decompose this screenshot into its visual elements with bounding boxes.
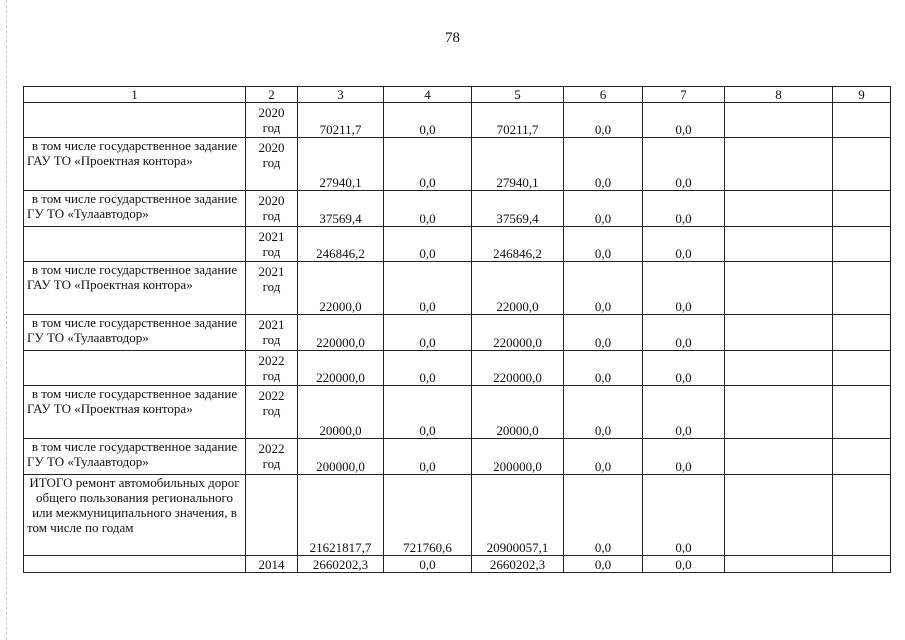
cell-federal: 0,0 (384, 227, 472, 262)
row-year: 2021 год (246, 262, 298, 315)
column-header: 2 (246, 87, 298, 103)
cell-regional: 246846,2 (472, 227, 564, 262)
column-header: 3 (298, 87, 384, 103)
cell-col9 (833, 475, 891, 556)
table-row (24, 439, 891, 475)
row-year (246, 475, 298, 556)
cell-other: 0,0 (643, 262, 725, 315)
cell-col8 (725, 386, 833, 439)
cell-local: 0,0 (564, 138, 643, 191)
cell-local: 0,0 (564, 262, 643, 315)
column-header: 6 (564, 87, 643, 103)
cell-regional: 27940,1 (472, 138, 564, 191)
table-row (24, 351, 891, 386)
cell-regional: 220000,0 (472, 315, 564, 351)
cell-total: 246846,2 (298, 227, 384, 262)
table-row (24, 556, 891, 573)
cell-total: 22000,0 (298, 262, 384, 315)
table-row (24, 103, 891, 138)
table-row (24, 227, 891, 262)
cell-total: 220000,0 (298, 351, 384, 386)
cell-col8 (725, 103, 833, 138)
cell-col8 (725, 227, 833, 262)
cell-federal: 0,0 (384, 556, 472, 573)
column-header: 7 (643, 87, 725, 103)
cell-total: 2660202,3 (298, 556, 384, 573)
row-year: 2021 год (246, 315, 298, 351)
cell-local: 0,0 (564, 475, 643, 556)
cell-total: 37569,4 (298, 191, 384, 227)
cell-federal: 0,0 (384, 439, 472, 475)
table-row (24, 315, 891, 351)
column-header: 5 (472, 87, 564, 103)
column-header: 1 (24, 87, 246, 103)
row-description (24, 351, 246, 386)
table-header-row (24, 87, 891, 103)
cell-other: 0,0 (643, 556, 725, 573)
cell-total: 200000,0 (298, 439, 384, 475)
cell-regional: 20000,0 (472, 386, 564, 439)
cell-local: 0,0 (564, 191, 643, 227)
row-year: 2022 год (246, 351, 298, 386)
cell-regional: 20900057,1 (472, 475, 564, 556)
table-row-total (24, 475, 891, 556)
cell-col9 (833, 191, 891, 227)
row-description: ИТОГО ремонт автомобильных дорог общего пользования регионального или межмуниципального значения, в том числе по годам (24, 475, 246, 556)
cell-col8 (725, 439, 833, 475)
cell-col9 (833, 227, 891, 262)
cell-col9 (833, 262, 891, 315)
cell-federal: 0,0 (384, 351, 472, 386)
row-description: в том числе государственное задание ГАУ ТО «Проектная контора» (24, 386, 246, 439)
table-row (24, 386, 891, 439)
cell-other: 0,0 (643, 439, 725, 475)
budget-table (23, 86, 891, 573)
cell-federal: 0,0 (384, 315, 472, 351)
cell-other: 0,0 (643, 227, 725, 262)
cell-other: 0,0 (643, 315, 725, 351)
cell-regional: 22000,0 (472, 262, 564, 315)
row-description (24, 556, 246, 573)
cell-local: 0,0 (564, 103, 643, 138)
cell-col8 (725, 556, 833, 573)
row-year: 2020 год (246, 138, 298, 191)
cell-total: 21621817,7 (298, 475, 384, 556)
row-description (24, 227, 246, 262)
cell-local: 0,0 (564, 315, 643, 351)
row-description: в том числе государственное задание ГАУ ТО «Проектная контора» (24, 138, 246, 191)
cell-regional: 2660202,3 (472, 556, 564, 573)
cell-federal: 0,0 (384, 138, 472, 191)
cell-local: 0,0 (564, 227, 643, 262)
cell-col8 (725, 475, 833, 556)
row-year: 2020 год (246, 103, 298, 138)
margin-guide-line (6, 0, 8, 640)
cell-other: 0,0 (643, 138, 725, 191)
cell-federal: 0,0 (384, 262, 472, 315)
cell-col9 (833, 439, 891, 475)
row-description (24, 103, 246, 138)
table-row (24, 191, 891, 227)
cell-col9 (833, 103, 891, 138)
cell-other: 0,0 (643, 475, 725, 556)
row-year: 2022 год (246, 439, 298, 475)
cell-col8 (725, 138, 833, 191)
cell-col8 (725, 315, 833, 351)
table-row (24, 138, 891, 191)
cell-col8 (725, 262, 833, 315)
cell-regional: 70211,7 (472, 103, 564, 138)
cell-local: 0,0 (564, 556, 643, 573)
cell-col8 (725, 191, 833, 227)
cell-regional: 37569,4 (472, 191, 564, 227)
row-year: 2022 год (246, 386, 298, 439)
row-year: 2014 (246, 556, 298, 573)
cell-regional: 220000,0 (472, 351, 564, 386)
column-header: 4 (384, 87, 472, 103)
table-row (24, 262, 891, 315)
row-description: в том числе государственное задание ГУ ТО «Тулаавтодор» (24, 191, 246, 227)
cell-federal: 721760,6 (384, 475, 472, 556)
cell-local: 0,0 (564, 386, 643, 439)
page-number: 78 (445, 30, 460, 46)
cell-federal: 0,0 (384, 191, 472, 227)
cell-total: 70211,7 (298, 103, 384, 138)
cell-other: 0,0 (643, 191, 725, 227)
cell-col9 (833, 556, 891, 573)
cell-col9 (833, 386, 891, 439)
cell-federal: 0,0 (384, 386, 472, 439)
cell-col9 (833, 351, 891, 386)
cell-federal: 0,0 (384, 103, 472, 138)
cell-other: 0,0 (643, 351, 725, 386)
cell-col9 (833, 138, 891, 191)
row-description: в том числе государственное задание ГУ ТО «Тулаавтодор» (24, 439, 246, 475)
row-year: 2020 год (246, 191, 298, 227)
cell-total: 27940,1 (298, 138, 384, 191)
cell-other: 0,0 (643, 103, 725, 138)
cell-col8 (725, 351, 833, 386)
cell-col9 (833, 315, 891, 351)
cell-regional: 200000,0 (472, 439, 564, 475)
cell-local: 0,0 (564, 351, 643, 386)
column-header: 9 (833, 87, 891, 103)
row-year: 2021 год (246, 227, 298, 262)
cell-total: 20000,0 (298, 386, 384, 439)
column-header: 8 (725, 87, 833, 103)
cell-total: 220000,0 (298, 315, 384, 351)
cell-local: 0,0 (564, 439, 643, 475)
row-description: в том числе государственное задание ГУ ТО «Тулаавтодор» (24, 315, 246, 351)
row-description: в том числе государственное задание ГАУ ТО «Проектная контора» (24, 262, 246, 315)
cell-other: 0,0 (643, 386, 725, 439)
